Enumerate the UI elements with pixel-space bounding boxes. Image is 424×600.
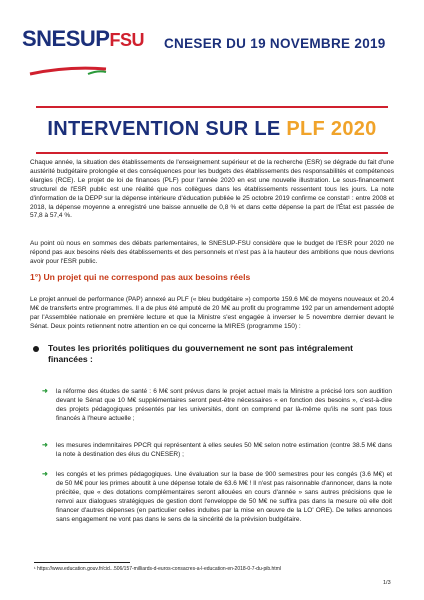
title-accent: PLF 2020 (286, 118, 377, 140)
paragraph-pap: Le projet annuel de performance (PAP) annexé au PLF (« bleu budgétaire ») comporte 159.6 M€ de moyens nouveaux et 20.4 M€ de transferts entre programmes. Il a de plus été amputé de 20 M€ au profit du programme 192 par un amendement adopté par l'Assemblée nationale en première lecture et que la Ministre s'est engagée à inverser le 5 novembre dernier devant le Sénat. Deux points retiennent notre attention en ce qui concerne la MIRES (programme 150) : (30, 296, 394, 330)
logo-snesup-text: SNESUP (22, 26, 110, 51)
page-title (0, 118, 424, 141)
list-item (42, 442, 392, 460)
title-prefix: INTERVENTION SUR LE (47, 118, 287, 140)
logo-swoosh-icon (28, 66, 108, 76)
footnote-divider (34, 562, 130, 563)
list-item-text: les congés et les primes pédagogiques. Une évaluation sur la base de 900 semestres pour les congés (3.6 M€) et de 50 M€ pour les primes aboutit à une dépense totale de 63.6 M€ ! Il n'est pas raisonnable d'annoncer, dans la note précitée, que « des dotations complémentaires seront allouées en cours d'année » sans autres précisions que le renvoi aux dialogues stratégiques de gestion dont l'enveloppe de 50 M€ ne suffira pas dans la mesure où elle doit financer d'autres dépenses (en particulier celles induites par la mise en œuvre de la LO' ORE). De telles annonces sans engagement ne vont pas dans le sens de la sincérité de la prévision budgétaire. (56, 471, 392, 523)
section-heading-1: 1°) Un projet qui ne correspond pas aux besoins réels (30, 272, 251, 282)
arrow-right-icon: ➜ (42, 471, 48, 478)
bullet-heading-text: Toutes les priorités politiques du gouvernement ne sont pas intégralement financées : (48, 343, 353, 364)
bullet-dot-icon (33, 346, 39, 352)
paragraph-intro: Chaque année, la situation des établissements de l'enseignement supérieur et de la recherche (ESR) se dégrade du fait d'une austérité budgétaire prolongée et des conséquences pour les budgets des établissements des responsabilités et compétences élargies (RCE). Le projet de loi de finances (PLF) pour l'année 2020 en est une nouvelle illustration. Le sous-financement structurel de l'ESR public est une réalité que nos collègues dans les établissements ressentent tous les jours. La note d'information de la DEPP sur la dépense intérieure d'éducation publiée le 25 octobre 2019 confirme ce constat¹ : entre 2008 et 2018, la dépense moyenne a enregistré une baisse annuelle de 0,8 % et dans cette dépense la part de l'État est passée de 57,8 à 57,4 %. (30, 159, 394, 220)
title-rule-bottom (36, 152, 388, 154)
list-item (42, 388, 392, 424)
paragraph-position: Au point où nous en sommes des débats parlementaires, le SNESUP-FSU considère que le budget de l'ESR pour 2020 ne répond pas aux besoins réels des établissements et des personnels et n'est pas à la hauteur des ambitions que nous devrions avoir pour l'ESR public. (30, 240, 394, 265)
logo-fsu-text: FSU (109, 30, 144, 50)
footnote-link[interactable]: ¹ https://www.education.gouv.fr/cid...506/157-milliards-d-euros-consacres-a-l-education-en-2018-0-7-du-pib.html (34, 566, 281, 572)
page-number: 1/3 (383, 580, 391, 586)
arrow-right-icon: ➜ (42, 442, 48, 449)
title-rule-top (36, 106, 388, 108)
list-item-text: les mesures indemnitaires PPCR qui représentent à elles seules 50 M€ selon notre estimation (contre 38.5 M€ dans la note à destination des élus du CNESER) ; (56, 442, 392, 458)
snesup-fsu-logo (22, 26, 144, 78)
bullet-list (30, 343, 394, 365)
list-item-text: la réforme des études de santé : 6 M€ sont prévus dans le projet actuel mais la Ministre a précisé lors son audition devant le Sénat que 10 M€ supplémentaires seront peut-être nécessaires « en fonction des besoins », c'est-à-dire des projets pédagogiques présentés par les universités, dont on comprend par là-même qu'ils ne sont pas tous financés à l'heure actuelle ; (56, 388, 392, 422)
event-title: CNESER DU 19 NOVEMBRE 2019 (164, 36, 386, 51)
bullet-heading (30, 343, 394, 365)
arrow-right-icon: ➜ (42, 388, 48, 395)
list-item (42, 471, 392, 524)
